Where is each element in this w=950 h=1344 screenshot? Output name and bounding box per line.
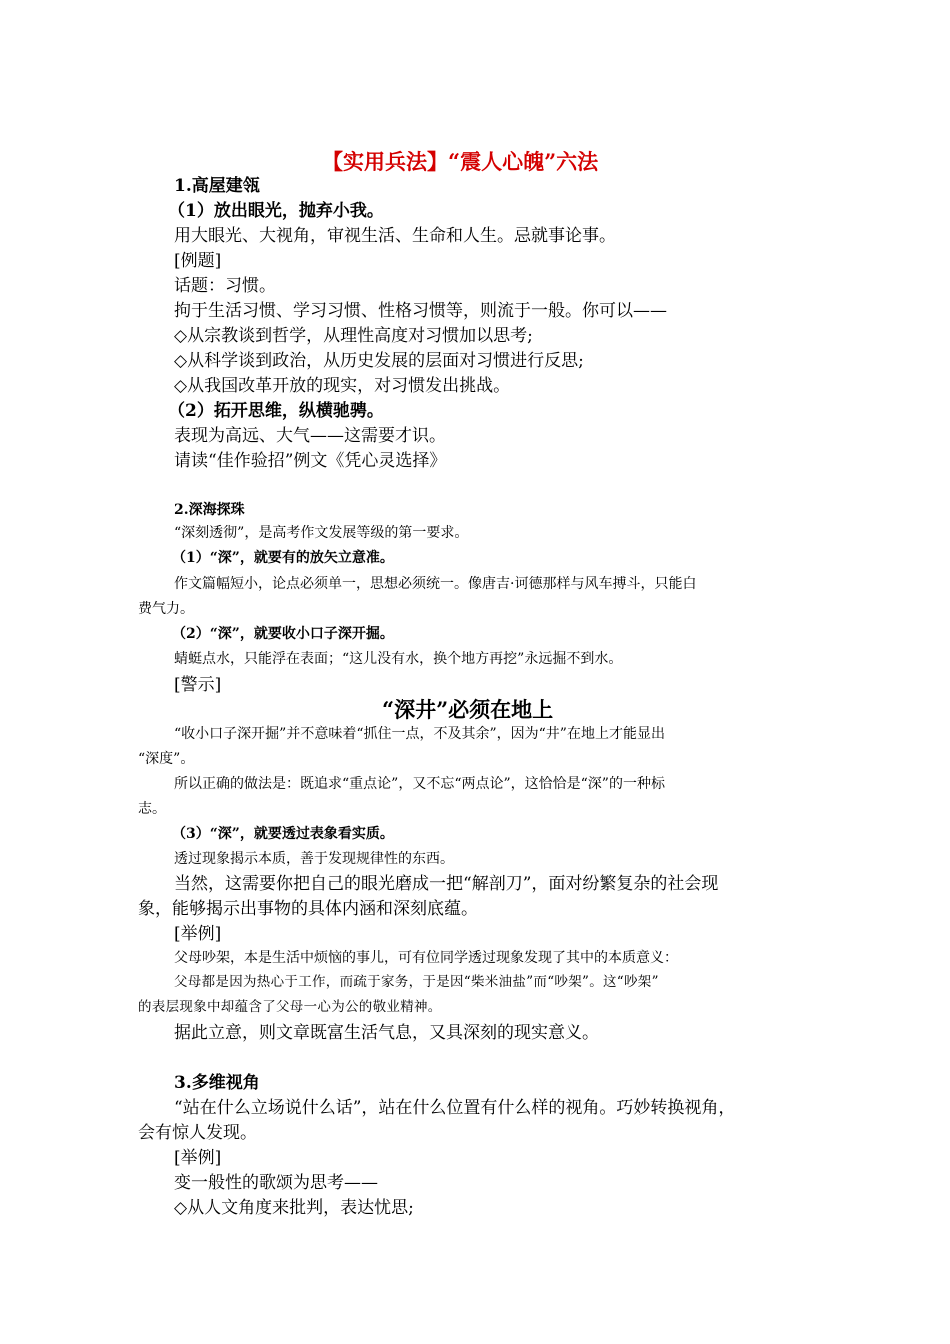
- warning-para-2a: 所以正确的做法是：既追求“重点论”，又不忘“两点论”，这恰恰是“深”的一种标: [174, 776, 665, 792]
- section-1-example-tag: [例题]: [174, 251, 222, 271]
- section-1-sub-1: （1）放出眼光，抛弃小我。: [168, 201, 384, 221]
- warning-para-1a: “收小口子深开掘”并不意味着“抓住一点，不及其余”，因为“井”在地上才能显出: [174, 726, 665, 742]
- section-1-bullet-2: ◇从科学谈到政治，从历史发展的层面对习惯进行反思;: [174, 351, 584, 371]
- section-1-topic: 话题：习惯。: [174, 276, 276, 296]
- section-2-para-3: 蜻蜓点水，只能浮在表面；“这儿没有水，换个地方再挖”永远掘不到水。: [174, 651, 623, 667]
- example-quote-1: 父母都是因为热心于工作，而疏于家务，于是因“柴米油盐”而“吵架”。这“吵架”: [174, 974, 659, 990]
- section-2-para-2a: 作文篇幅短小，论点必须单一，思想必须统一。像唐吉·诃德那样与风车搏斗，只能白: [174, 576, 697, 592]
- section-2-para-2b: 费气力。: [138, 601, 194, 617]
- example-quote-2: 的表层现象中却蕴含了父母一心为公的敬业精神。: [138, 999, 442, 1015]
- warning-para-1b: “深度”。: [138, 751, 195, 767]
- document-title: 【实用兵法】“震人心魄”六法: [322, 149, 599, 174]
- section-1-bullet-3: ◇从我国改革开放的现实，对习惯发出挑战。: [174, 376, 511, 396]
- section-2-para-5a: 当然，这需要你把自己的眼光磨成一把“解剖刀”，面对纷繁复杂的社会现: [174, 874, 719, 894]
- section-2-para-5b: 象，能够揭示出事物的具体内涵和深刻底蕴。: [138, 899, 478, 919]
- section-2-sub-1: （1）“深”，就要有的放矢立意准。: [172, 550, 394, 566]
- section-2-para-4: 透过现象揭示本质，善于发现规律性的东西。: [174, 851, 454, 867]
- section-1-sub-2: （2）拓开思维，纵横驰骋。: [168, 401, 384, 421]
- section-2-para-1: “深刻透彻”，是高考作文发展等级的第一要求。: [174, 525, 469, 541]
- section-2-para-6: 父母吵架，本是生活中烦恼的事儿，可有位同学透过现象发现了其中的本质意义：: [174, 950, 678, 966]
- warning-para-2b: 志。: [138, 801, 166, 817]
- section-1-para-1: 用大眼光、大视角，审视生活、生命和人生。忌就事论事。: [174, 226, 616, 246]
- warning-title: “深井”必须在地上: [382, 697, 554, 722]
- section-2-heading: 2.深海探珠: [174, 502, 245, 518]
- section-3-para-2: 变一般性的歌颂为思考——: [174, 1173, 378, 1193]
- section-1-para-3: 表现为高远、大气——这需要才识。: [174, 426, 446, 446]
- section-1-para-2: 拘于生活习惯、学习习惯、性格习惯等，则流于一般。你可以——: [174, 301, 667, 321]
- section-3-example-tag: [举例]: [174, 1148, 222, 1168]
- section-2-sub-3: （3）“深”，就要透过表象看实质。: [172, 826, 394, 842]
- section-1-bullet-1: ◇从宗教谈到哲学，从理性高度对习惯加以思考;: [174, 326, 533, 346]
- section-3-para-1a: “站在什么立场说什么话”，站在什么位置有什么样的视角。巧妙转换视角，: [174, 1098, 736, 1118]
- section-2-para-7: 据此立意，则文章既富生活气息，又具深刻的现实意义。: [174, 1023, 599, 1043]
- section-2-warning-tag: [警示]: [174, 675, 222, 695]
- section-3-para-3: ◇从人文角度来批判，表达忧思;: [174, 1198, 414, 1218]
- section-2-example-tag: [举例]: [174, 924, 222, 944]
- section-3-heading: 3.多维视角: [174, 1073, 260, 1093]
- section-1-para-4: 请读“佳作验招”例文《凭心灵选择》: [174, 451, 447, 471]
- section-1-heading: 1.高屋建瓴: [174, 176, 260, 196]
- section-3-para-1b: 会有惊人发现。: [138, 1123, 257, 1143]
- section-2-sub-2: （2）“深”，就要收小口子深开掘。: [172, 626, 394, 642]
